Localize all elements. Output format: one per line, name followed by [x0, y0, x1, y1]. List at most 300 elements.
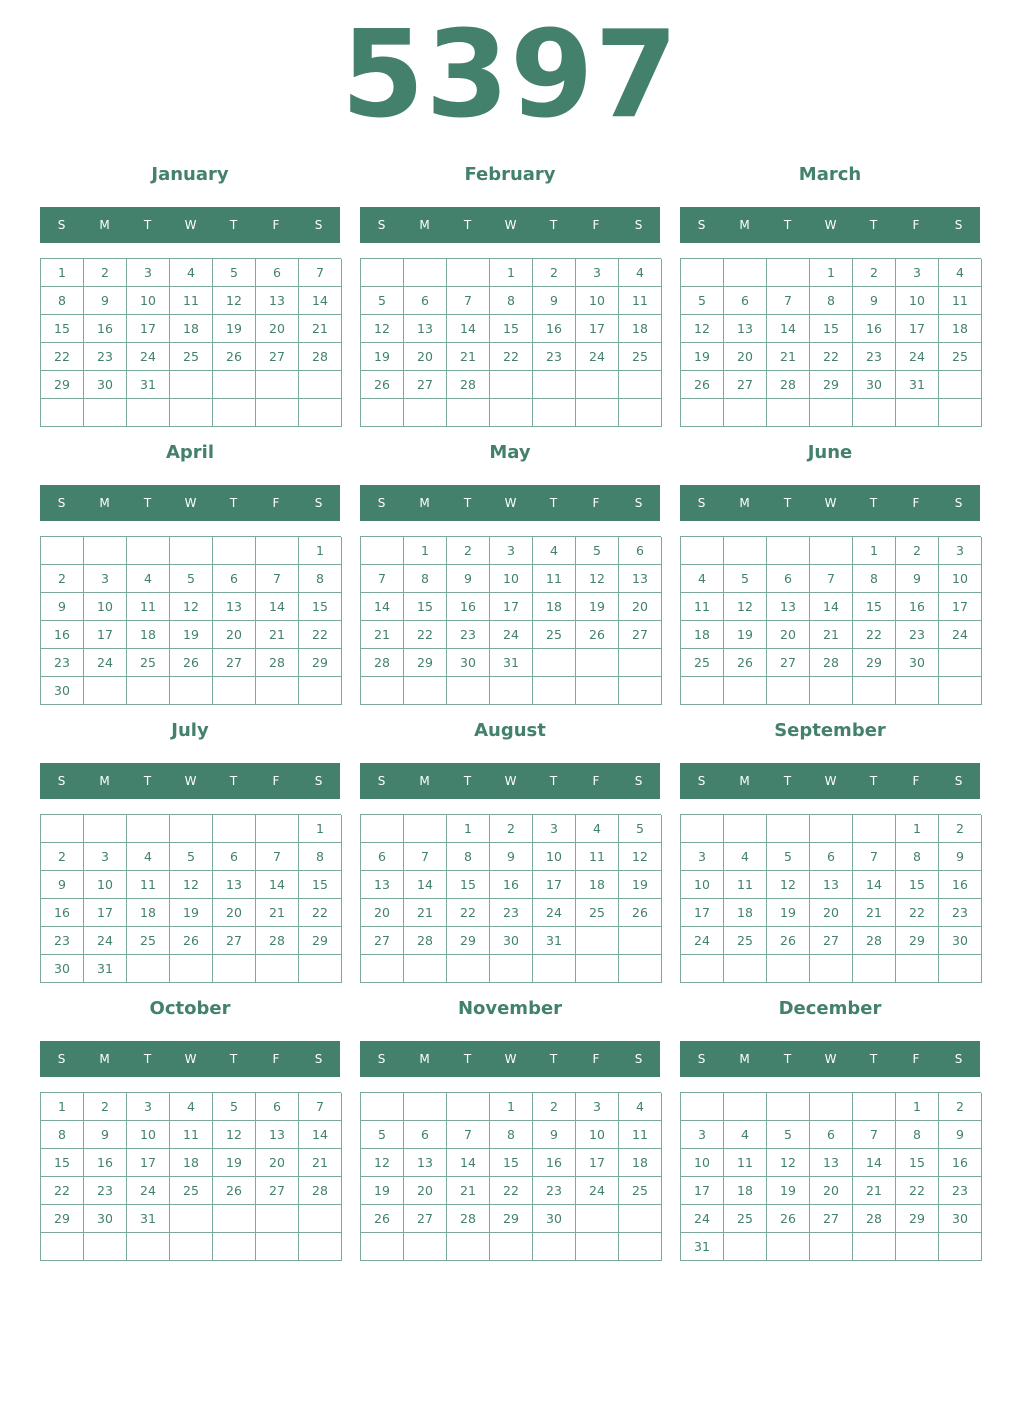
weekday-label: S [634, 1052, 643, 1066]
empty-cell [299, 399, 342, 427]
weekday-label: S [954, 218, 963, 232]
day-cell: 24 [84, 927, 127, 955]
empty-cell [84, 677, 127, 705]
day-cell: 23 [939, 1177, 982, 1205]
day-cell: 30 [533, 1205, 576, 1233]
day-cell: 18 [170, 315, 213, 343]
day-cell: 2 [490, 815, 533, 843]
day-cell: 21 [853, 899, 896, 927]
day-cell: 28 [404, 927, 447, 955]
day-cell: 6 [724, 287, 767, 315]
day-cell: 3 [127, 1093, 170, 1121]
day-cell: 28 [853, 927, 896, 955]
day-cell: 15 [41, 315, 84, 343]
day-cell: 13 [256, 1121, 299, 1149]
empty-cell [256, 815, 299, 843]
day-cell: 17 [681, 899, 724, 927]
day-cell: 22 [41, 1177, 84, 1205]
day-cell: 6 [767, 565, 810, 593]
day-cell: 29 [490, 1205, 533, 1233]
empty-cell [767, 399, 810, 427]
weekday-label: T [463, 774, 472, 788]
weekday-label: M [739, 218, 750, 232]
weekday-label: F [592, 774, 600, 788]
day-cell: 4 [533, 537, 576, 565]
day-cell: 15 [299, 871, 342, 899]
empty-cell [256, 1205, 299, 1233]
weekday-label: S [377, 1052, 386, 1066]
weekday-label: F [592, 218, 600, 232]
day-cell: 21 [299, 1149, 342, 1177]
day-cell: 5 [724, 565, 767, 593]
empty-cell [490, 677, 533, 705]
empty-cell [170, 815, 213, 843]
day-cell: 19 [724, 621, 767, 649]
day-cell: 10 [127, 287, 170, 315]
day-cell: 8 [853, 565, 896, 593]
day-cell: 19 [213, 1149, 256, 1177]
day-cell: 21 [361, 621, 404, 649]
empty-cell [681, 1093, 724, 1121]
weekday-label: M [99, 496, 110, 510]
day-cell: 10 [576, 287, 619, 315]
day-cell: 21 [767, 343, 810, 371]
day-cell: 9 [939, 843, 982, 871]
weekday-label: W [824, 774, 837, 788]
weekday-header [360, 1041, 660, 1077]
day-cell: 13 [767, 593, 810, 621]
day-cell: 19 [170, 899, 213, 927]
day-cell: 20 [619, 593, 662, 621]
empty-cell [170, 677, 213, 705]
day-cell: 23 [533, 343, 576, 371]
day-cell: 4 [170, 259, 213, 287]
day-cell: 6 [213, 565, 256, 593]
empty-cell [490, 955, 533, 983]
empty-cell [41, 815, 84, 843]
empty-cell [447, 259, 490, 287]
day-cell: 26 [767, 927, 810, 955]
day-cell: 2 [533, 259, 576, 287]
day-cell: 7 [256, 565, 299, 593]
day-cell: 15 [404, 593, 447, 621]
day-cell: 23 [939, 899, 982, 927]
day-cell: 5 [576, 537, 619, 565]
day-cell: 13 [213, 593, 256, 621]
day-cell: 12 [213, 1121, 256, 1149]
day-cell: 24 [576, 1177, 619, 1205]
day-cell: 7 [853, 843, 896, 871]
day-cell: 1 [896, 1093, 939, 1121]
weekday-label: S [634, 218, 643, 232]
empty-cell [810, 815, 853, 843]
day-cell: 28 [447, 371, 490, 399]
weekday-label: S [697, 774, 706, 788]
weekday-header [680, 207, 980, 243]
day-cell: 16 [853, 315, 896, 343]
empty-cell [619, 371, 662, 399]
day-cell: 13 [256, 287, 299, 315]
day-cell: 7 [299, 1093, 342, 1121]
day-cell: 8 [404, 565, 447, 593]
weekday-label: F [912, 1052, 920, 1066]
weekday-label: T [549, 218, 558, 232]
weekday-label: W [504, 1052, 517, 1066]
empty-cell [404, 1233, 447, 1261]
day-cell: 31 [533, 927, 576, 955]
day-cell: 6 [213, 843, 256, 871]
day-cell: 7 [810, 565, 853, 593]
day-cell: 29 [41, 371, 84, 399]
weekday-header [360, 207, 660, 243]
day-cell: 22 [299, 621, 342, 649]
day-cell: 4 [127, 565, 170, 593]
weekday-label: W [184, 1052, 197, 1066]
day-cell: 3 [127, 259, 170, 287]
day-cell: 12 [724, 593, 767, 621]
day-cell: 9 [533, 1121, 576, 1149]
day-cell: 3 [490, 537, 533, 565]
weekday-label: T [463, 1052, 472, 1066]
day-cell: 26 [681, 371, 724, 399]
day-cell: 27 [404, 1205, 447, 1233]
day-cell: 9 [896, 565, 939, 593]
day-cell: 18 [619, 1149, 662, 1177]
day-cell: 7 [447, 287, 490, 315]
month-name: April [165, 442, 215, 463]
empty-cell [256, 955, 299, 983]
empty-cell [533, 677, 576, 705]
empty-cell [213, 537, 256, 565]
empty-cell [810, 1233, 853, 1261]
empty-cell [41, 537, 84, 565]
day-cell: 13 [404, 1149, 447, 1177]
day-cell: 19 [767, 1177, 810, 1205]
day-cell: 11 [576, 843, 619, 871]
empty-cell [939, 1233, 982, 1261]
weekday-label: T [229, 1052, 238, 1066]
day-cell: 1 [810, 259, 853, 287]
empty-cell [853, 677, 896, 705]
day-cell: 4 [724, 1121, 767, 1149]
day-cell: 28 [361, 649, 404, 677]
weekday-label: M [739, 774, 750, 788]
empty-cell [127, 815, 170, 843]
weekday-label: T [143, 218, 152, 232]
day-cell: 26 [361, 1205, 404, 1233]
day-cell: 15 [896, 871, 939, 899]
day-cell: 9 [533, 287, 576, 315]
empty-cell [681, 815, 724, 843]
day-cell: 21 [810, 621, 853, 649]
day-cell: 17 [939, 593, 982, 621]
day-cell: 13 [619, 565, 662, 593]
day-cell: 1 [41, 259, 84, 287]
weekday-label: S [377, 496, 386, 510]
day-cell: 28 [767, 371, 810, 399]
empty-cell [256, 537, 299, 565]
empty-cell [619, 1233, 662, 1261]
weekday-label: T [549, 496, 558, 510]
empty-cell [767, 677, 810, 705]
day-cell: 28 [256, 649, 299, 677]
weekday-label: S [377, 218, 386, 232]
day-cell: 7 [767, 287, 810, 315]
day-cell: 8 [490, 287, 533, 315]
empty-cell [533, 371, 576, 399]
empty-cell [767, 1233, 810, 1261]
empty-cell [447, 399, 490, 427]
day-cell: 14 [767, 315, 810, 343]
day-cell: 11 [681, 593, 724, 621]
empty-cell [213, 815, 256, 843]
weekday-label: S [954, 496, 963, 510]
day-cell: 24 [127, 1177, 170, 1205]
day-cell: 21 [447, 343, 490, 371]
weekday-label: F [912, 218, 920, 232]
day-cell: 22 [404, 621, 447, 649]
day-cell: 9 [490, 843, 533, 871]
day-cell: 16 [896, 593, 939, 621]
empty-cell [299, 371, 342, 399]
day-cell: 31 [681, 1233, 724, 1261]
day-cell: 22 [853, 621, 896, 649]
day-cell: 5 [361, 287, 404, 315]
empty-cell [299, 955, 342, 983]
empty-cell [724, 815, 767, 843]
weekday-label: T [549, 774, 558, 788]
day-cell: 20 [810, 899, 853, 927]
day-cell: 30 [939, 1205, 982, 1233]
weekday-label: T [869, 218, 878, 232]
day-cell: 5 [619, 815, 662, 843]
day-cell: 30 [896, 649, 939, 677]
day-cell: 23 [41, 927, 84, 955]
empty-cell [447, 955, 490, 983]
empty-cell [533, 1233, 576, 1261]
day-cell: 27 [213, 649, 256, 677]
day-cell: 6 [404, 1121, 447, 1149]
day-cell: 21 [299, 315, 342, 343]
day-cell: 13 [404, 315, 447, 343]
day-cell: 3 [84, 565, 127, 593]
day-cell: 7 [447, 1121, 490, 1149]
day-cell: 15 [447, 871, 490, 899]
day-cell: 29 [404, 649, 447, 677]
day-grid [360, 258, 661, 427]
day-cell: 18 [127, 899, 170, 927]
weekday-label: W [504, 218, 517, 232]
empty-cell [853, 815, 896, 843]
day-cell: 17 [490, 593, 533, 621]
day-cell: 28 [447, 1205, 490, 1233]
weekday-label: S [377, 774, 386, 788]
day-cell: 21 [256, 899, 299, 927]
day-cell: 24 [939, 621, 982, 649]
day-cell: 2 [84, 259, 127, 287]
day-cell: 16 [533, 1149, 576, 1177]
empty-cell [576, 927, 619, 955]
day-cell: 8 [41, 287, 84, 315]
empty-cell [490, 399, 533, 427]
day-cell: 23 [896, 621, 939, 649]
weekday-label: M [419, 774, 430, 788]
day-cell: 16 [447, 593, 490, 621]
empty-cell [619, 955, 662, 983]
weekday-label: F [272, 1052, 280, 1066]
empty-cell [213, 677, 256, 705]
day-cell: 18 [127, 621, 170, 649]
weekday-label: F [912, 496, 920, 510]
day-cell: 21 [853, 1177, 896, 1205]
day-cell: 18 [724, 1177, 767, 1205]
day-cell: 25 [170, 343, 213, 371]
empty-cell [41, 399, 84, 427]
day-cell: 12 [681, 315, 724, 343]
day-cell: 1 [299, 537, 342, 565]
day-cell: 5 [213, 259, 256, 287]
empty-cell [896, 955, 939, 983]
day-cell: 30 [41, 955, 84, 983]
day-cell: 26 [213, 1177, 256, 1205]
month-name: August [474, 720, 546, 741]
day-cell: 20 [724, 343, 767, 371]
day-cell: 10 [681, 1149, 724, 1177]
day-cell: 2 [41, 843, 84, 871]
day-cell: 30 [84, 1205, 127, 1233]
day-cell: 23 [84, 343, 127, 371]
day-cell: 19 [681, 343, 724, 371]
day-cell: 14 [853, 871, 896, 899]
empty-cell [576, 677, 619, 705]
empty-cell [576, 955, 619, 983]
empty-cell [170, 1233, 213, 1261]
empty-cell [170, 371, 213, 399]
weekday-label: M [99, 1052, 110, 1066]
day-cell: 14 [810, 593, 853, 621]
weekday-label: T [783, 1052, 792, 1066]
weekday-label: T [869, 496, 878, 510]
weekday-label: T [783, 496, 792, 510]
day-cell: 2 [939, 1093, 982, 1121]
empty-cell [939, 399, 982, 427]
empty-cell [724, 1233, 767, 1261]
day-cell: 5 [361, 1121, 404, 1149]
weekday-header [360, 485, 660, 521]
day-cell: 22 [490, 343, 533, 371]
empty-cell [404, 399, 447, 427]
day-cell: 21 [447, 1177, 490, 1205]
empty-cell [853, 1233, 896, 1261]
day-cell: 29 [299, 927, 342, 955]
empty-cell [939, 677, 982, 705]
day-cell: 28 [299, 343, 342, 371]
day-cell: 7 [256, 843, 299, 871]
day-cell: 20 [404, 343, 447, 371]
month-name: November [457, 998, 563, 1019]
day-cell: 17 [576, 1149, 619, 1177]
empty-cell [533, 399, 576, 427]
empty-cell [619, 677, 662, 705]
day-cell: 27 [361, 927, 404, 955]
day-cell: 18 [576, 871, 619, 899]
day-cell: 22 [41, 343, 84, 371]
day-cell: 16 [41, 621, 84, 649]
day-cell: 14 [361, 593, 404, 621]
empty-cell [404, 815, 447, 843]
day-cell: 14 [404, 871, 447, 899]
day-cell: 17 [84, 899, 127, 927]
day-cell: 29 [299, 649, 342, 677]
empty-cell [361, 955, 404, 983]
empty-cell [853, 1093, 896, 1121]
day-cell: 11 [170, 1121, 213, 1149]
day-cell: 14 [447, 315, 490, 343]
year-title: 5397 [341, 6, 679, 145]
day-cell: 23 [853, 343, 896, 371]
day-cell: 3 [681, 1121, 724, 1149]
day-cell: 25 [170, 1177, 213, 1205]
weekday-label: W [184, 774, 197, 788]
empty-cell [447, 677, 490, 705]
day-cell: 25 [724, 1205, 767, 1233]
day-cell: 1 [490, 1093, 533, 1121]
weekday-label: W [824, 218, 837, 232]
day-cell: 27 [724, 371, 767, 399]
weekday-label: M [739, 496, 750, 510]
day-cell: 10 [127, 1121, 170, 1149]
day-cell: 24 [533, 899, 576, 927]
day-cell: 25 [681, 649, 724, 677]
month-name: December [778, 998, 882, 1019]
day-cell: 22 [447, 899, 490, 927]
day-grid [40, 536, 341, 705]
empty-cell [619, 1205, 662, 1233]
day-cell: 1 [853, 537, 896, 565]
day-cell: 19 [361, 1177, 404, 1205]
weekday-label: M [739, 1052, 750, 1066]
weekday-header [40, 763, 340, 799]
day-cell: 2 [853, 259, 896, 287]
empty-cell [853, 955, 896, 983]
day-cell: 15 [41, 1149, 84, 1177]
day-cell: 8 [896, 1121, 939, 1149]
empty-cell [256, 371, 299, 399]
day-cell: 20 [256, 315, 299, 343]
day-cell: 28 [810, 649, 853, 677]
empty-cell [724, 399, 767, 427]
empty-cell [213, 1233, 256, 1261]
day-cell: 8 [490, 1121, 533, 1149]
weekday-label: M [419, 218, 430, 232]
empty-cell [576, 1233, 619, 1261]
day-cell: 24 [896, 343, 939, 371]
empty-cell [127, 955, 170, 983]
empty-cell [213, 1205, 256, 1233]
day-cell: 26 [619, 899, 662, 927]
empty-cell [619, 399, 662, 427]
day-cell: 17 [576, 315, 619, 343]
day-cell: 3 [939, 537, 982, 565]
day-cell: 25 [576, 899, 619, 927]
day-cell: 5 [170, 843, 213, 871]
weekday-label: M [99, 218, 110, 232]
day-cell: 12 [170, 593, 213, 621]
day-cell: 1 [41, 1093, 84, 1121]
day-grid [680, 536, 981, 705]
day-cell: 12 [213, 287, 256, 315]
day-cell: 21 [256, 621, 299, 649]
